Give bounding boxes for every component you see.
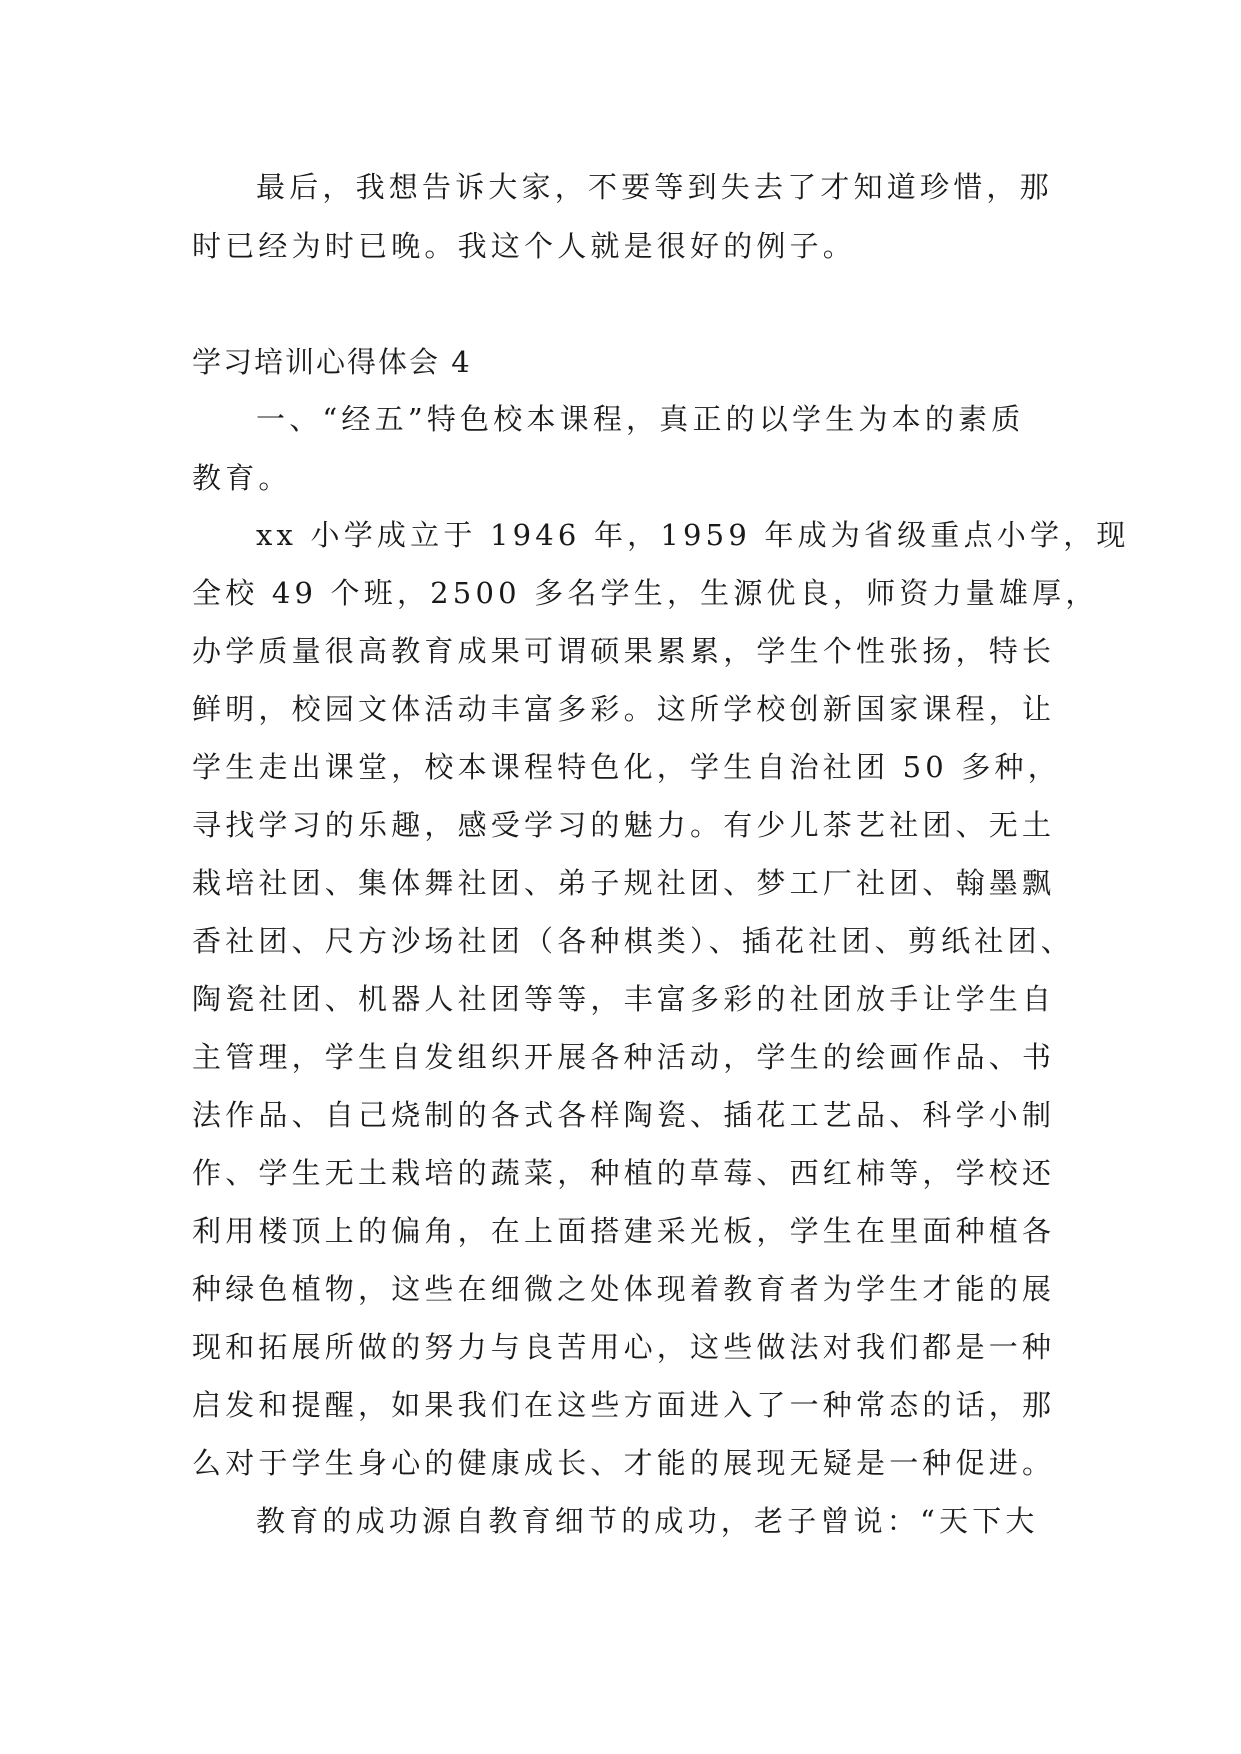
paragraph-school-line-11: 法作品、自己烧制的各式各样陶瓷、插花工艺品、科学小制 (192, 1098, 1056, 1132)
paragraph-school-line-17: 么对于学生身心的健康成长、才能的展现无疑是一种促进。 (192, 1446, 1056, 1480)
paragraph-school-line-1: xx 小学成立于 1946 年，1959 年成为省级重点小学，现 (256, 518, 1130, 552)
paragraph-school-line-2: 全校 49 个班，2500 多名学生，生源优良，师资力量雄厚， (192, 576, 1099, 610)
paragraph-school-line-15: 现和拓展所做的努力与良苦用心，这些做法对我们都是一种 (192, 1330, 1056, 1364)
paragraph-closing-line-1: 最后，我想告诉大家，不要等到失去了才知道珍惜，那 (256, 170, 1053, 204)
paragraph-school-line-14: 种绿色植物，这些在细微之处体现着教育者为学生才能的展 (192, 1272, 1056, 1306)
paragraph-school-line-13: 利用楼顶上的偏角，在上面搭建采光板，学生在里面种植各 (192, 1214, 1056, 1248)
paragraph-intro-line-1: 一、“经五”特色校本课程，真正的以学生为本的素质 (256, 402, 1025, 436)
paragraph-intro-line-2: 教育。 (192, 461, 292, 495)
paragraph-school-line-6: 寻找学习的乐趣，感受学习的魅力。有少儿茶艺社团、无土 (192, 808, 1056, 842)
paragraph-school-line-12: 作、学生无土栽培的蔬菜，种植的草莓、西红柿等，学校还 (192, 1156, 1056, 1190)
paragraph-laozi-line-1: 教育的成功源自教育细节的成功，老子曾说：“天下大 (256, 1504, 1039, 1538)
paragraph-school-line-8: 香社团、尺方沙场社团（各种棋类）、插花社团、剪纸社团、 (192, 924, 1074, 958)
paragraph-school-line-9: 陶瓷社团、机器人社团等等，丰富多彩的社团放手让学生自 (192, 982, 1056, 1016)
paragraph-school-line-16: 启发和提醒，如果我们在这些方面进入了一种常态的话，那 (192, 1388, 1056, 1422)
paragraph-school-line-3: 办学质量很高教育成果可谓硕果累累，学生个性张扬，特长 (192, 634, 1056, 668)
paragraph-school-line-10: 主管理，学生自发组织开展各种活动，学生的绘画作品、书 (192, 1040, 1056, 1074)
paragraph-school-line-5: 学生走出课堂，校本课程特色化，学生自治社团 50 多种， (192, 750, 1061, 784)
section-title: 学习培训心得体会 4 (192, 345, 472, 379)
paragraph-school-line-4: 鲜明，校园文体活动丰富多彩。这所学校创新国家课程，让 (192, 692, 1056, 726)
paragraph-closing-line-2: 时已经为时已晚。我这个人就是很好的例子。 (192, 229, 857, 263)
paragraph-school-line-7: 栽培社团、集体舞社团、弟子规社团、梦工厂社团、翰墨飘 (192, 866, 1056, 900)
